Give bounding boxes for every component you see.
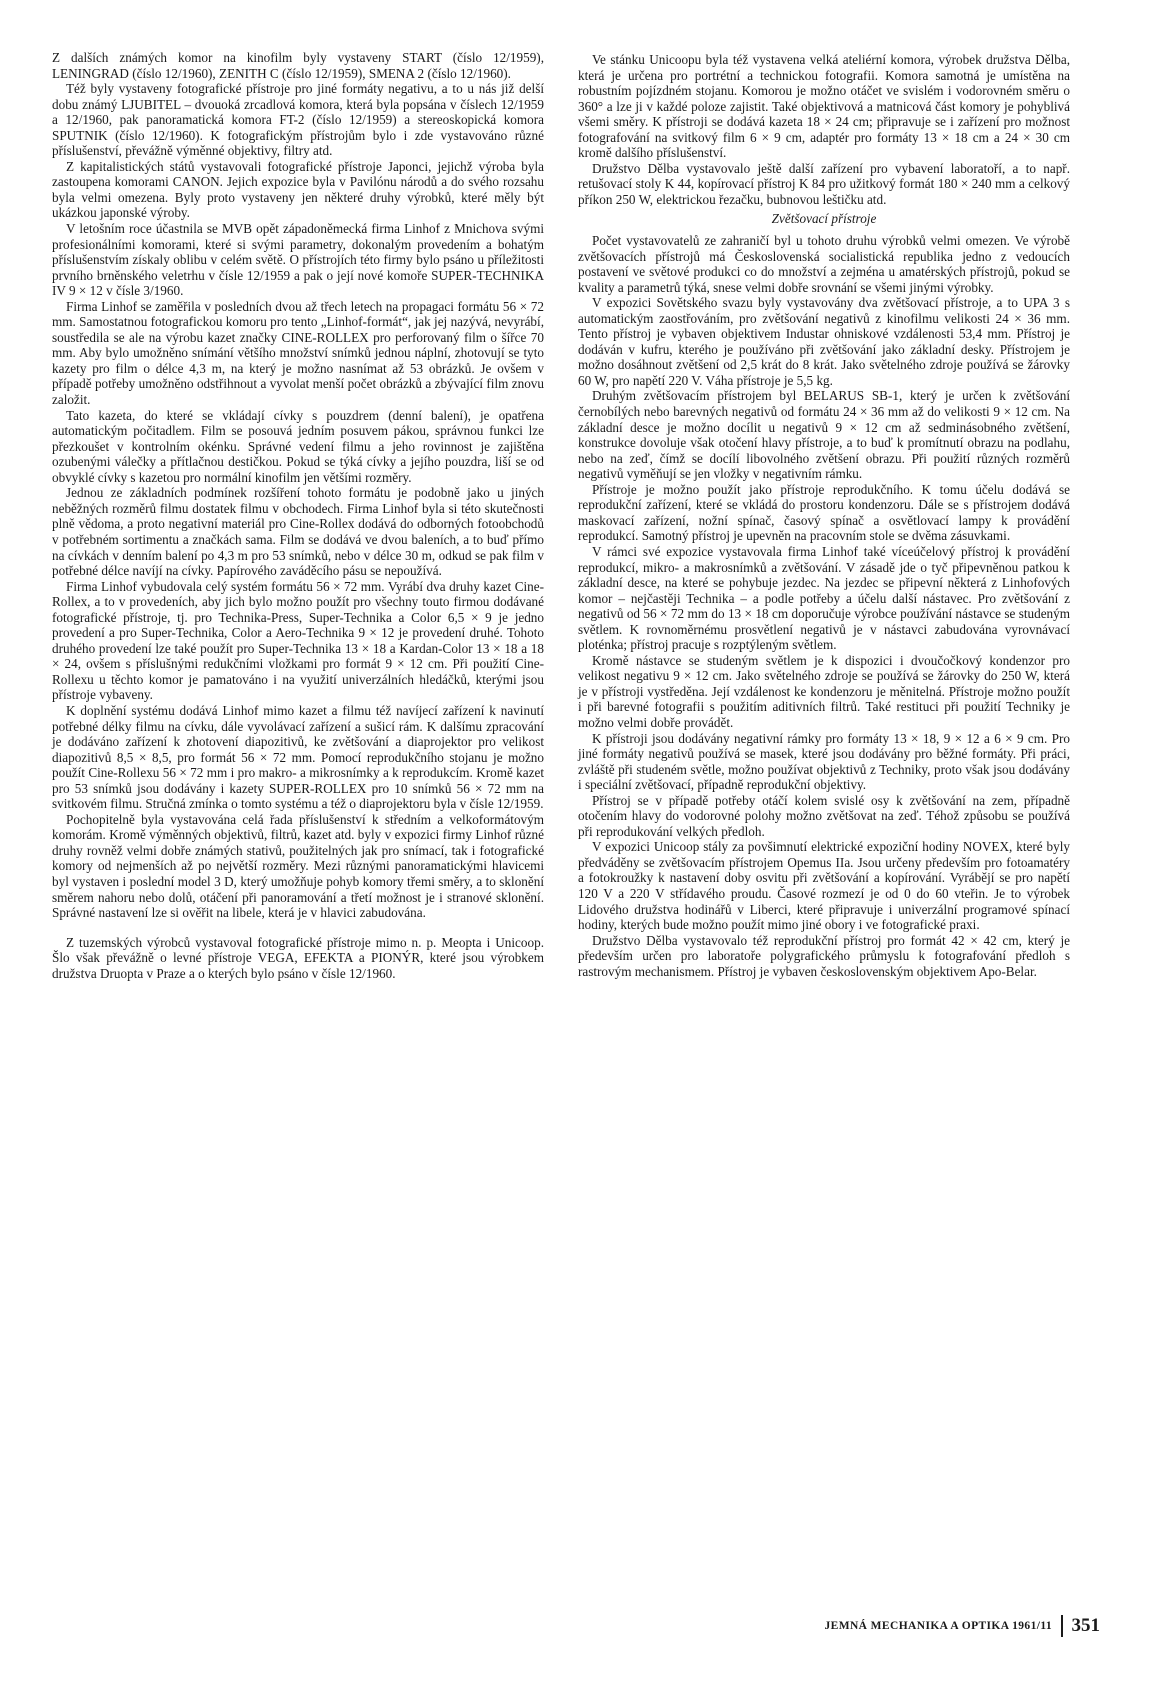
paragraph: Družstvo Dělba vystavovalo ještě další zařízení pro vybavení laboratoří, a to např. retušovací stoly K 44, kopírovací přístroj K 84 pro užitkový formát 180 × 240 mm a celkový příkon 250 W, elektrickou řezačku, bubnovou leštičku atd. (578, 160, 1070, 207)
paragraph: Jednou ze základních podmínek rozšíření tohoto formátu je podobně jako u jiných neběžných rozměrů filmu dostatek filmu v obchodech. Firma Linhof byla si této skutečnosti plně vědoma, a proto negativní materiál pro Cine-Rollex dodává do odborných fotoobchodů v potřebném sortimentu a značkách sama. Film se dodává ve dvou baleních, a to buď přímo na cívkách v denním balení po 4,3 m pro 53 snímků, nebo v délce 30 m, odkud se pak film v potřebné délce navíjí na cívky. Papírového zaváděcího pásu se nepoužívá. (52, 485, 544, 579)
paragraph: Družstvo Dělba vystavovalo též reprodukční přístroj pro formát 42 × 42 cm, který je především určen pro laboratoře polygrafického průmyslu k fotografování předloh s rastrovým mechanismem. Přístroj je vybaven československým objektivem Apo-Belar. (578, 932, 1070, 979)
paragraph: Kromě nástavce se studeným světlem je k dispozici i dvoučočkový kondenzor pro velikost negativu 9 × 12 cm. Jako světelného zdroje se používá se žárovky do 250 W, která je v přístroji vystředěna. Její vzdálenost ke kondenzoru je měnitelná. Přístroje možno použít i při barevné fotografii s použitím aditivních filtrů. Také restituci při použití Techniky je možno velmi dobře provádět. (578, 652, 1070, 730)
paragraph: K přístroji jsou dodávány negativní rámky pro formáty 13 × 18, 9 × 12 a 6 × 9 cm. Pro jiné formáty negativů používá se masek, které jsou dodávány pro běžné formáty. Při práci, zvláště při studeném světle, možno používat objektivů z Techniky, proto však jsou dodávány i speciální zvětšovací, případně reprodukční objektivy. (578, 730, 1070, 793)
paragraph: Přístroje je možno použít jako přístroje reprodukčního. K tomu účelu dodává se reprodukční zařízení, které se vkládá do prostoru kondenzoru. Dále se s přístrojem dodává maskovací zařízení, nožní spínač, časový spínač a osvětlovací lampy k provádění reprodukcí. Samotný přístroj je upevněn na pracovním stole se dvěma zásuvkami. (578, 481, 1070, 544)
section-heading: Zvětšovací přístroje (771, 211, 877, 227)
paragraph: Firma Linhof vybudovala celý systém formátu 56 × 72 mm. Vyrábí dva druhy kazet Cine-Rollex, a to v provedeních, aby jich bylo možno použít pro všechny touto firmou dodávané fotografické přístroje, tj. pro Technika-Press, Super-Technika a Color 6,5 × 9 je jedno provedení a pro Super-Technika, Color a Aero-Technika 9 × 12 je provedení druhé. Tohoto druhého provedení lze také použít pro Super-Technika 13 × 18 a Kardan-Color 13 × 18 a 18 × 24, ovšem s příslušnými redukčními vložkami pro formát 9 × 12 cm. Při použití Cine-Rollexu u těchto komor je pamatováno i na využití univerzálních hledáčků, kterými jsou přístroje vybaveny. (52, 578, 544, 703)
paragraph: Tato kazeta, do které se vkládají cívky s pouzdrem (denní balení), je opatřena automatickým počitadlem. Film se posouvá jedním posuvem pákou, správnou funkci lze přezkoušet v kontrolním okénku. Správné vedení filmu a jeho rovinnost je zajištěna ozubenými válečky a přítlačnou destičkou. Pokud se týká cívky a jejího pouzdra, liší se od obvyklé cívky s kazetou pro normální kinofilm jen většími rozměry. (52, 407, 544, 485)
footer-divider (1061, 1615, 1063, 1637)
paragraph: Pochopitelně byla vystavována celá řada příslušenství k středním a velkoformátovým komorám. Kromě výměnných objektivů, filtrů, kazet atd. byly v expozici firmy Linhof různé druhy rovněž velmi dobře známých stativů, použitelných jak pro snímací, tak i fotografické komory od nejmenších až po největší rozměry. Mezi různými panoramatickými hlavicemi byl vystaven i poslední model 3 D, který umožňuje pohyb komory třemi směry, a to sklonění směrem nahoru nebo dolů, otáčení při panoramování a třetí možnost je i stranové sklonění. Správné nastavení lze si ověřit na libele, která je v hlavici zabudována. (52, 811, 544, 921)
paragraph: Z dalších známých komor na kinofilm byly vystaveny START (číslo 12/1959), LENINGRAD (číslo 12/1960), ZENITH C (číslo 12/1959), SMENA 2 (číslo 12/1960). (52, 50, 544, 81)
paragraph: V rámci své expozice vystavovala firma Linhof také víceúčelový přístroj k provádění reprodukcí, mikro- a makrosnímků a zvětšování. V zásadě jde o tyč připevněnou patkou k základní desce, na které se pohybuje jezdec. Na jezdec se připevní některá z Linhofových komor – nejčastěji Technika – a podle potřeby a účelu další nástavec. Pro zvětšování z negativů od 56 × 72 mm do 13 × 18 cm doporučuje výrobce používání nástavce se studeným světlem. K rovnoměrnému prosvětlení negativů je v nástavci zabudována vyrovnávací ploténka; přístroj pracuje s rozptýleným světlem. (578, 543, 1070, 653)
paragraph: V expozici Sovětského svazu byly vystavovány dva zvětšovací přístroje, a to UPA 3 s automatickým zaostřováním, pro zvětšování negativů z kinofilmu velikosti 24 × 36 mm. Tento přístroj je vybaven objektivem Industar ohniskové vzdálenosti 53,4 mm. Přístroj je dodáván v kufru, kterého je používáno při zvětšování jako základní desky. Přístrojem je možno dosáhnout zvětšení od 2,5 krát do 8 krát. Jako světelného zdroje používá se žárovky 60 W, pro napětí 220 V. Váha přístroje je 5,5 kg. (578, 295, 1070, 388)
page-footer (720, 1614, 1100, 1638)
right-column (578, 52, 1070, 979)
paragraph: Počet vystavovatelů ze zahraničí byl u tohoto druhu výrobků velmi omezen. Ve výrobě zvětšovacích přístrojů má Československá socialistická republika jedno z vedoucích postavení ve světové produkci co do množství a zejména u amatérských přístrojů, pokud se kvality a parametrů týká, snese velmi dobře srovnání se všemi jinými výrobky. (578, 233, 1070, 295)
paragraph: Přístroj se v případě potřeby otáčí kolem svislé osy k zvětšování na zem, případně otočením hlavy do vodorovné polohy možno zvětšovat na zeď. Téhož způsobu se používá při reprodukování velkých předloh. (578, 792, 1070, 839)
paragraph: V letošním roce účastnila se MVB opět západoněmecká firma Linhof z Mnichova svými profesionálními komorami, které si svými parametry, dokonalým provedením a bohatým příslušenstvím získaly oblibu v celém světě. O přístrojích této firmy bylo psáno u příležitosti prvního brněnského veletrhu v čísle 12/1959 a pak o její nové komoře SUPER-TECHNIKA IV 9 × 12 v čísle 3/1960. (52, 221, 544, 299)
paragraph: Z kapitalistických států vystavovali fotografické přístroje Japonci, jejichž výroba byla zastoupena komorami CANON. Jejich expozice byla v Pavilónu národů a do svého rozsahu byla velmi omezena. Byly proto vystaveny jen některé druhy výrobků, které měly být ukázkou japonské výroby. (52, 158, 544, 221)
paragraph: Firma Linhof se zaměřila v posledních dvou až třech letech na propagaci formátu 56 × 72 mm. Samostatnou fotografickou komoru pro tento „Linhof-formát“, jak jej nazývá, nevyrábí, soustředila se ale na výrobu kazet značky CINE-ROLLEX pro perforovaný film o šířce 70 mm. Aby bylo umožněno snímání většího množství snímků jednou náplní, zhotovují se tyto kazety pro film o délce 4,3 m, na který je možno nasnímat až 53 obrázků. Je ovšem v případě potřeby umožněno odstřihnout a vyvolat menší počet obrázků a zbývající film znovu založit. (52, 298, 544, 408)
paragraph: Též byly vystaveny fotografické přístroje pro jiné formáty negativu, a to u nás již delší dobu známý LJUBITEL – dvouoká zrcadlová komora, která byla popsána v číslech 12/1959 a 12/1960, pak panoramatická komora FT-2 (číslo 12/1959) a stereoskopická komora SPUTNIK (číslo 12/1960). K fotografickým přístrojům bylo i zde vystavováno různé příslušenství, převážně výměnné objektivy, filtry atd. (52, 81, 544, 159)
paragraph: V expozici Unicoop stály za povšimnutí elektrické expoziční hodiny NOVEX, které byly předváděny se zvětšovacím přístrojem Opemus IIa. Jsou určeny především pro fotoamatéry a fotokroužky k nastavení doby osvitu při zvětšování a kopírování. Vyrábějí se pro napětí 120 V a 220 V střídavého proudu. Časové rozmezí je od 0 do 60 vteřin. Je to výrobek Lidového družstva hodinářů v Liberci, které připravuje i univerzální programové spínací hodiny, kterých bude možno použít mimo jiné obory i ve fotografické praxi. (578, 839, 1070, 933)
left-column (52, 50, 544, 981)
paragraph: Z tuzemských výrobců vystavoval fotografické přístroje mimo n. p. Meopta i Unicoop. Šlo však převážně o levné přístroje VEGA, EFEKTA a PIONÝR, které jsou výrobkem družstva Druopta v Praze a o kterých bylo psáno v čísle 12/1960. (52, 934, 544, 981)
paragraph: Ve stánku Unicoopu byla též vystavena velká ateliérní komora, výrobek družstva Dělba, která je určena pro portrétní a technickou fotografii. Komora samotná je umístěna na robustním pojízdném stojanu. Komorou je možno otáčet ve svislém i vodorovném směru o 360° a lze ji v každé poloze zajistit. Také objektivová a matnicová část komory je pohyblivá všemi směry. K přístroji se dodává kazeta 18 × 24 cm; připravuje se i zařízení pro možnost fotografování na svitkový film 6 × 9 cm, adaptér pro formáty 13 × 18 cm a 24 × 30 cm kromě dalšího příslušenství. (578, 52, 1070, 161)
journal-title: JEMNÁ MECHANIKA A OPTIKA 1961/11 (824, 1620, 1052, 1632)
paragraph: Druhým zvětšovacím přístrojem byl BELARUS SB-1, který je určen k zvětšování černobílých nebo barevných negativů od formátu 24 × 36 mm až do velikosti 9 × 12 cm. Na základní desce je možno docílit u negativů 9 × 12 cm až sedminásobného zvětšení, konstrukce dovoluje však otočení hlavy přístroje, a to buď k promítnutí obrazu na podlahu, nebo na zeď, čímž se docílí libovolného zvětšení obrazu. Při použití různých rozměrů negativů vyměňují se jen vložky v negativním rámku. (578, 388, 1070, 482)
page-number: 351 (1071, 1615, 1100, 1636)
paragraph: K doplnění systému dodává Linhof mimo kazet a filmu též navíjecí zařízení k navinutí potřebné délky filmu na cívku, dále vyvolávací zařízení a sušicí rám. K dalšímu zpracování je dodáváno zařízení k zhotovení diapozitivů, ke zvětšování a diaprojektor pro velikost diapozitivů 8,5 × 8,5, pro formát 56 × 72 mm. Pomocí reprodukčního stojanu je možno použít Cine-Rollexu 56 × 72 mm i pro makro- a mikrosnímky a k reprodukcím. Kromě kazet pro 53 snímků jsou dodávány i kazety SUPER-ROLLEX pro 10 snímků 56 × 72 mm na svitkovém filmu. Stručná zmínka o tomto systému a též o diaprojektoru byla v čísle 12/1959. (52, 702, 544, 812)
